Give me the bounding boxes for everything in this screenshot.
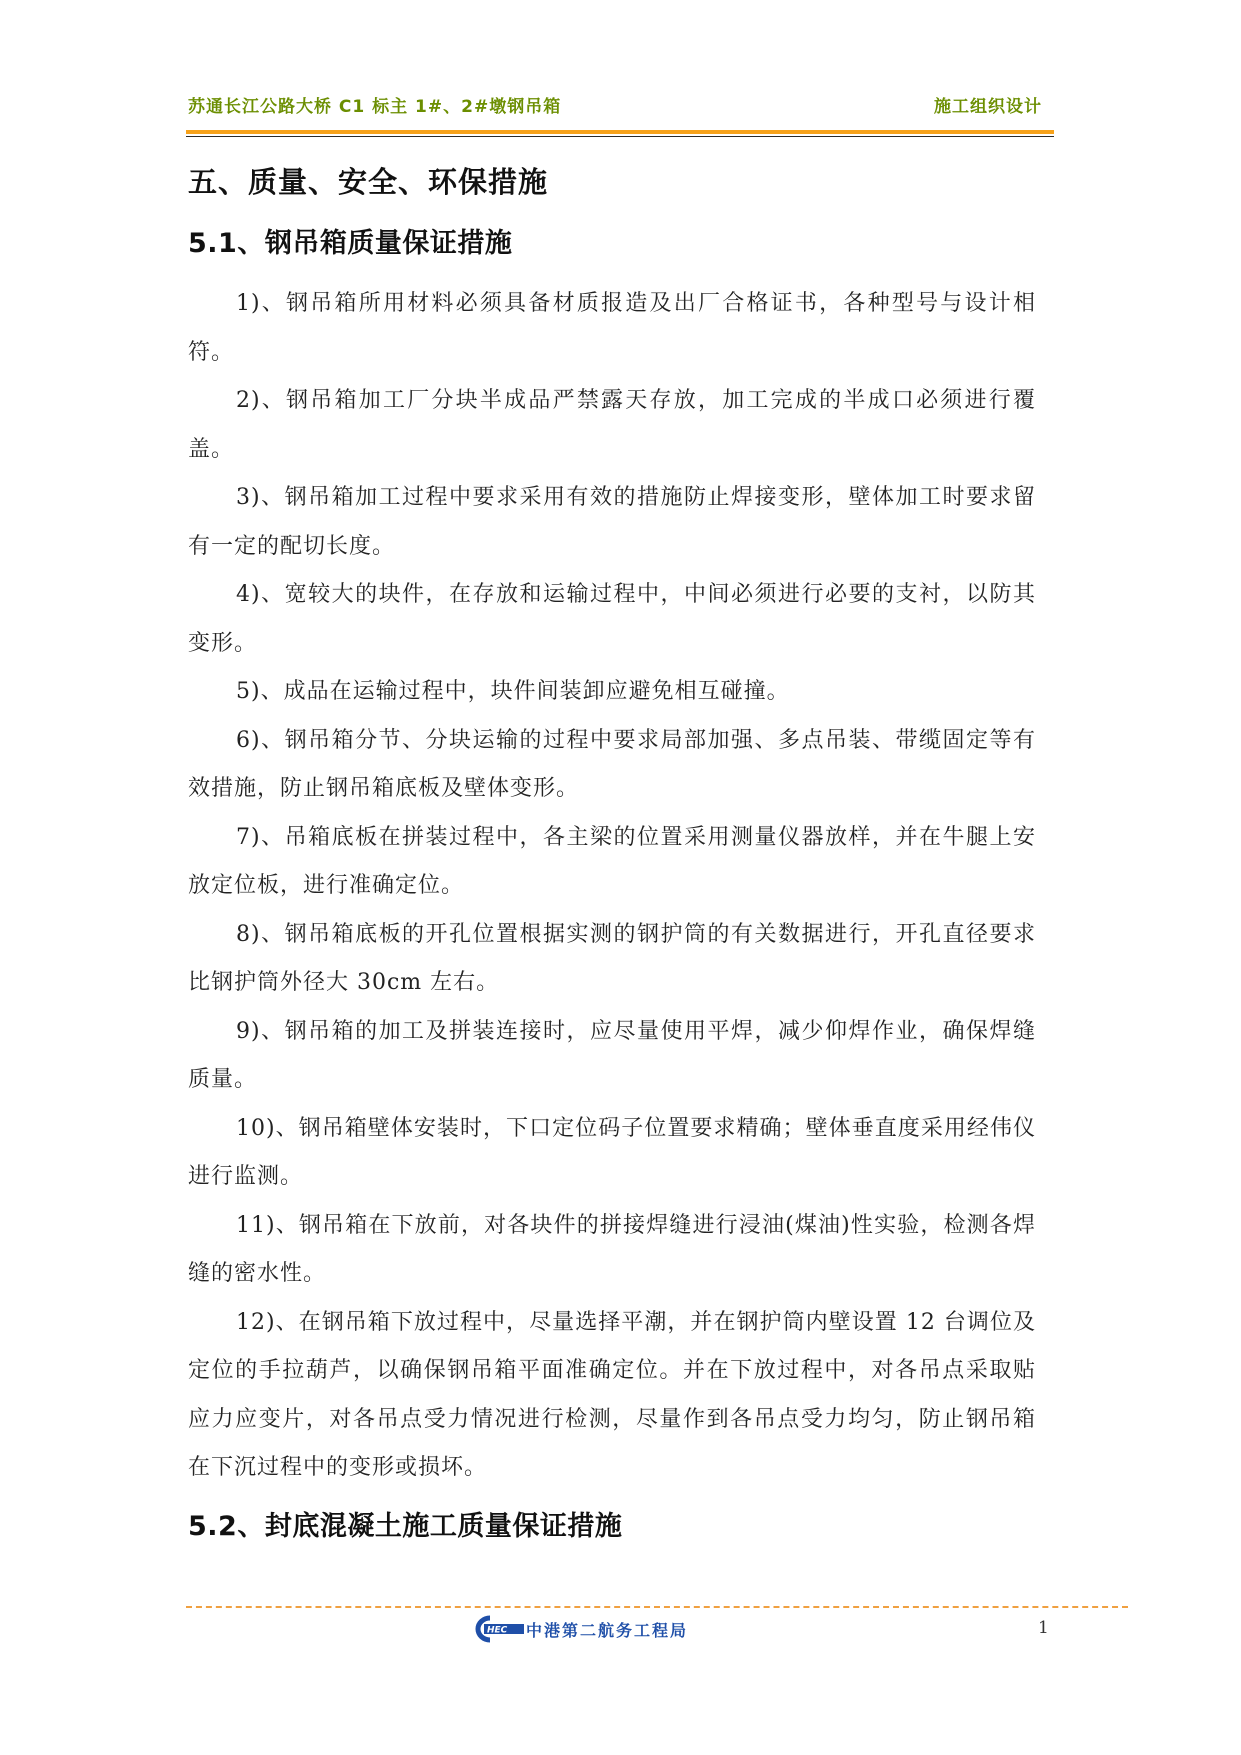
list-item: 2)、钢吊箱加工厂分块半成品严禁露天存放，加工完成的半成口必须进行覆盖。 bbox=[188, 388, 1036, 462]
page-header bbox=[188, 92, 1054, 120]
list-item: 5)、成品在运输过程中，块件间装卸应避免相互碰撞。 bbox=[236, 679, 790, 704]
page-content bbox=[188, 160, 1036, 1563]
header-rule-orange bbox=[186, 130, 1054, 134]
chec-logo-icon bbox=[470, 1615, 524, 1643]
svg-text:HEC: HEC bbox=[487, 1625, 508, 1636]
list-item: 7)、吊箱底板在拼装过程中，各主梁的位置采用测量仪器放样，并在牛腿上安放定位板，进行准确定位。 bbox=[188, 824, 1036, 898]
header-project-title: 苏通长江公路大桥 C1 标主 1#、2#墩钢吊箱 bbox=[188, 97, 562, 117]
list-item: 8)、钢吊箱底板的开孔位置根据实测的钢护筒的有关数据进行，开孔直径要求比钢护筒外径大 30cm 左右。 bbox=[188, 921, 1036, 995]
header-rule-dark bbox=[186, 136, 1054, 137]
list-item: 9)、钢吊箱的加工及拼装连接时，应尽量使用平焊，减少仰焊作业，确保焊缝质量。 bbox=[188, 1018, 1036, 1092]
section-title-5-2: 5.2、封底混凝土施工质量保证措施 bbox=[188, 1510, 623, 1542]
chapter-title: 五、质量、安全、环保措施 bbox=[188, 165, 549, 199]
footer-logo bbox=[470, 1614, 688, 1644]
list-item: 3)、钢吊箱加工过程中要求采用有效的措施防止焊接变形，壁体加工时要求留有一定的配切长度。 bbox=[188, 485, 1036, 559]
footer-organization: 中港第二航务工程局 bbox=[526, 1620, 689, 1640]
list-item: 10)、钢吊箱壁体安装时，下口定位码子位置要求精确；壁体垂直度采用经伟仪进行监测。 bbox=[188, 1115, 1036, 1189]
section-title-5-1: 5.1、钢吊箱质量保证措施 bbox=[188, 228, 513, 259]
page-number: 1 bbox=[1038, 1618, 1049, 1638]
list-item: 6)、钢吊箱分节、分块运输的过程中要求局部加强、多点吊装、带缆固定等有效措施，防止钢吊箱底板及壁体变形。 bbox=[188, 727, 1036, 801]
list-item: 11)、钢吊箱在下放前，对各块件的拼接焊缝进行浸油(煤油)性实验，检测各焊缝的密水性。 bbox=[188, 1212, 1036, 1286]
list-item: 1)、钢吊箱所用材料必须具备材质报造及出厂合格证书，各种型号与设计相符。 bbox=[188, 291, 1036, 365]
list-item: 12)、在钢吊箱下放过程中，尽量选择平潮，并在钢护筒内壁设置 12 台调位及定位的手拉葫芦，以确保钢吊箱平面准确定位。并在下放过程中，对各吊点采取贴应力应变片，对各吊点受力情况进行检测，尽量作到各吊点受力均匀，防止钢吊箱在下沉过程中的变形或损坏。 bbox=[188, 1309, 1036, 1480]
list-item: 4)、宽较大的块件，在存放和运输过程中，中间必须进行必要的支衬，以防其变形。 bbox=[188, 582, 1036, 656]
footer-rule-dashed bbox=[186, 1606, 1128, 1608]
header-document-type: 施工组织设计 bbox=[934, 97, 1042, 117]
